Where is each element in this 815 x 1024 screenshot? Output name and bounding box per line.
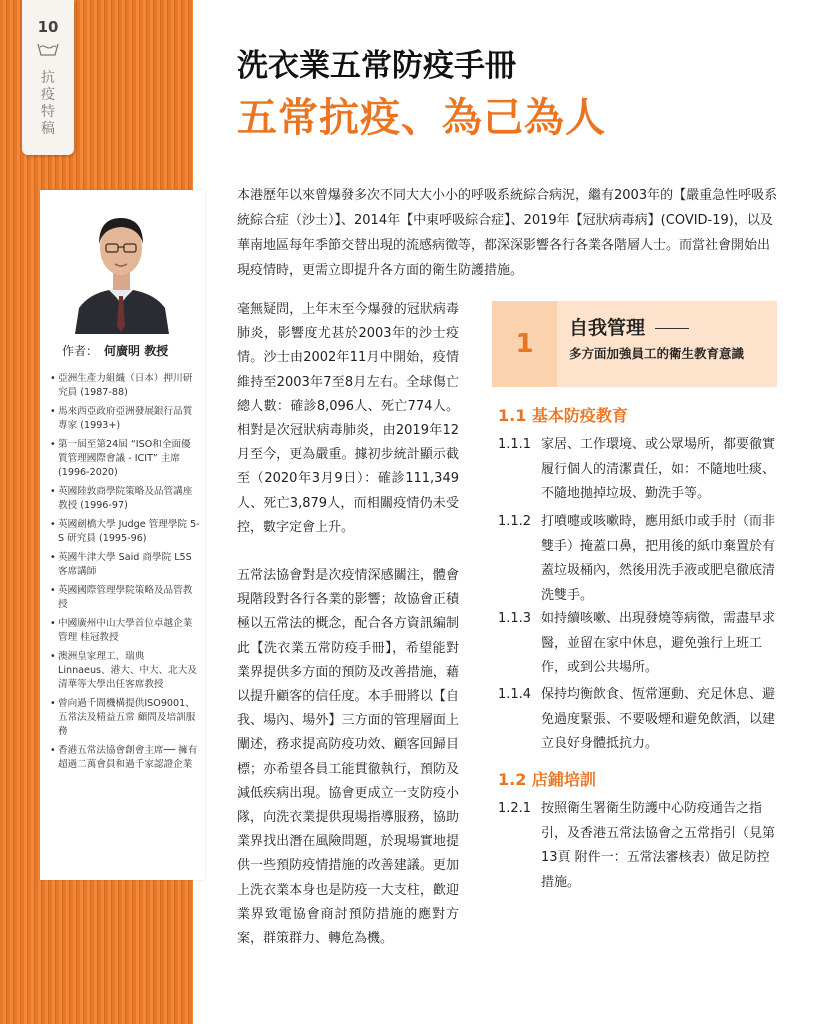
- credential-item: • 第一屆至第24屆 “ISO和全面優質管理國際會議 - ICIT” 主席 (1996-2020): [50, 438, 200, 480]
- section-number: 1: [492, 301, 557, 387]
- item-number: 1.1.1: [498, 437, 532, 452]
- page-title: 洗衣業五常防疫手冊: [237, 48, 516, 84]
- section-tag: 抗 疫 特 稿: [41, 70, 55, 137]
- body-paragraph-2: 五常法協會對是次疫情深感關注，體會現階段對各行各業的影響；故協會正積極以五常法的概念，配合各方資訊編制此【洗衣業五常防疫手冊】，希望能對業界提供多方面的預防及改善措施，藉以提升顧客的信任度。本手冊將以【自我、場內、場外】三方面的管理層面上闡述，務求提高防疫功效、顧客回歸目標；亦希望各員工能貫徹執行，預防及減低疾病出現。協會更成立一支防疫小隊，向洗衣業提供現場指導服務，協助業界找出潛在風險問題，於現場實地提供一些預防疫情措施的改善建議。更加上洗衣業本身也是防疫一大支柱，歡迎業界致電協會商討預防措施的應對方案，群策群力、轉危為機。: [237, 568, 459, 947]
- credential-item: • 英國牛津大學 Said 商學院 L5S 客席講師: [50, 551, 200, 579]
- credential-item: • 英國劍橋大學 Judge 管理學院 5-S 研究員 (1995-96): [50, 518, 200, 546]
- item-text: 家居、工作環境、或公眾場所，都要徹實履行個人的清潔責任，如：不隨地吐痰、不隨地拋掉垃圾、勤洗手等。: [541, 437, 776, 501]
- author-label: 作者：: [62, 344, 99, 358]
- list-item: [498, 433, 780, 507]
- section-heading-row: [569, 313, 689, 340]
- item-text: 保持均衡飲食、恆常運動、充足休息、避免過度緊張、不要吸煙和避免飲酒，以建立良好身體抵抗力。: [541, 687, 776, 751]
- item-text: 如持續咳嗽、出現發燒等病徵，需盡早求醫，並留在家中休息，避免強行上班工作，或到公共場所。: [541, 611, 776, 675]
- section-header-box: [492, 301, 777, 387]
- author-photo: [73, 202, 170, 334]
- credential-item: • 曾向過千間機構提供ISO9001、五常法及精益五常 顧問及培訓服務: [50, 697, 200, 739]
- section-heading: 自我管理: [569, 317, 646, 339]
- page-tab: [22, 0, 74, 155]
- credential-item: • 英國陸敦商學院策略及品管講座教授 (1996-97): [50, 485, 200, 513]
- credential-item: • 英國國際管理學院策略及品管教授: [50, 584, 200, 612]
- wash-tub-icon: [37, 42, 59, 56]
- item-number: 1.1.2: [498, 514, 532, 529]
- intro-paragraph: 本港歷年以來曾爆發多次不同大大小小的呼吸系統綜合病況，繼有2003年的【嚴重急性呼吸系統綜合症（沙士）】、2014年【中東呼吸綜合症】、2019年【冠狀病毒病】(COVID-19)，以及華南地區每年季節交替出現的流感病徵等，都深深影響各行各業各階層人士。而當社會開始出現疫情時，更需立即提升各方面的衛生防護措施。: [237, 188, 778, 278]
- item-text: 按照衛生署衛生防護中心防疫通告之指引，及香港五常法協會之五常指引（見第13頁 附件一：五常法審核表）做足防控措施。: [541, 801, 776, 890]
- body-paragraph-1: 毫無疑問，上年末至今爆發的冠狀病毒肺炎，影響度尤甚於2003年的沙士疫情。沙士由2002年11月中開始，疫情維持至2003年7至8月左右。全球傷亡總人數：確診8,096人、死亡774人。相對是次冠狀病毒肺炎，由2019年12月至今，更為嚴重。據初步統計顯示截至（2020年3月9日）：確診111,349人、死亡3,879人，而相關疫情仍未受控，數字定會上升。: [237, 302, 459, 535]
- author-card: [40, 190, 205, 880]
- list-item: [498, 797, 780, 895]
- credential-item: • 香港五常法協會創會主席── 擁有超過二萬會員和過千家認證企業: [50, 744, 200, 772]
- list-item: [498, 683, 780, 757]
- credential-item: • 澳洲皇家理工、瑞典 Linnaeus、港大、中大、北大及清華等大學出任客席教授: [50, 650, 200, 692]
- credential-item: • 中國廣州中山大學首位卓越企業管理 桂冠教授: [50, 617, 200, 645]
- subsection-heading-1-2: 1.2 店鋪培訓: [498, 770, 596, 789]
- body-column: [237, 298, 459, 975]
- list-item: [498, 607, 780, 681]
- heading-rule: [655, 328, 689, 329]
- item-text: 打噴嚏或咳嗽時，應用紙巾或手肘（而非雙手）掩蓋口鼻，把用後的紙巾棄置於有蓋垃圾桶內，然後用洗手液或肥皂徹底清洗雙手。: [541, 514, 776, 603]
- author-name: 何廣明 教授: [104, 344, 169, 358]
- credential-item: • 馬來西亞政府亞洲發展銀行品質專家 (1993+): [50, 405, 200, 433]
- item-number: 1.1.4: [498, 687, 532, 702]
- item-number: 1.2.1: [498, 801, 532, 816]
- section-subheading: 多方面加強員工的衛生教育意識: [569, 346, 745, 361]
- author-credentials: [50, 372, 200, 777]
- page-number: 10: [37, 18, 59, 36]
- list-item: [498, 510, 780, 608]
- subsection-heading-1-1: 1.1 基本防疫教育: [498, 406, 628, 425]
- author-byline: [62, 342, 168, 359]
- credential-item: • 亞洲生產力組織（日本）押川研究員 (1987-88): [50, 372, 200, 400]
- page-subtitle: 五常抗疫、為己為人: [237, 95, 606, 141]
- item-number: 1.1.3: [498, 611, 532, 626]
